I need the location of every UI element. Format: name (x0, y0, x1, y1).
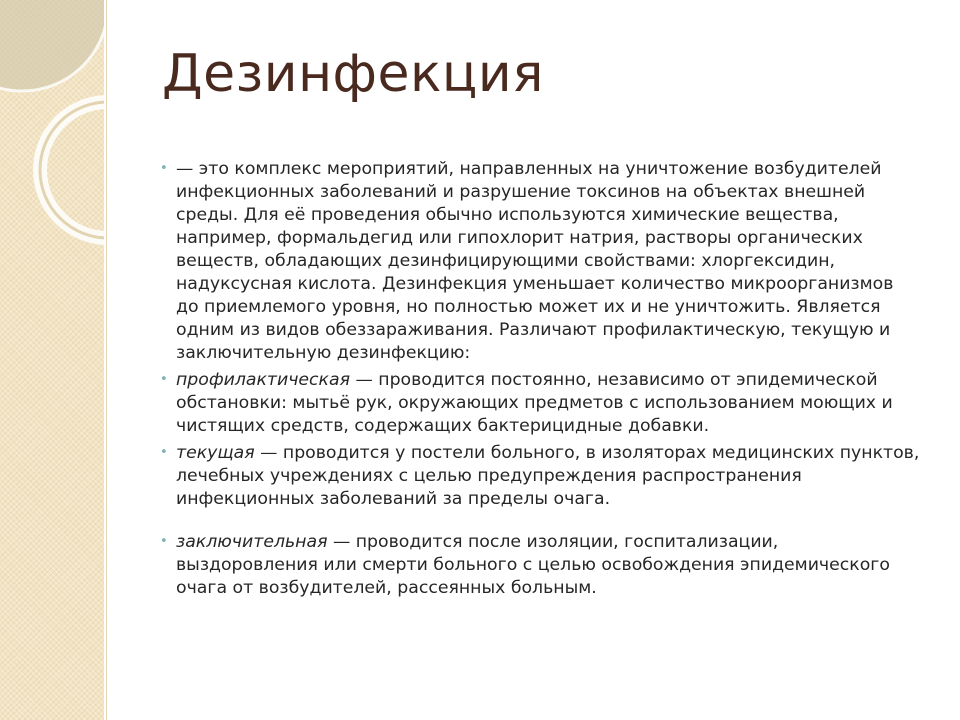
bullet-current (160, 442, 920, 511)
bullet-dot-icon: • (160, 445, 168, 460)
slide-body (160, 158, 920, 604)
bullet-dot-icon: • (160, 161, 168, 176)
bullet-dot-icon: • (160, 534, 168, 549)
side-band-edge-line (106, 0, 107, 720)
bullet-definition (160, 158, 920, 365)
decorative-side-band (0, 0, 104, 720)
bullet-preventive (160, 369, 920, 438)
decorative-circles (0, 0, 104, 720)
bullet-text: — проводится у постели больного, в изоляторах медицинских пунктов, лечебных учреждениях с целью предупреждения распространения инфекционных заболеваний за пределы очага. (176, 443, 920, 509)
bullet-text: — это комплекс мероприятий, направленных на уничтожение возбудителей инфекционных заболеваний и разрушение токсинов на объектах внешней среды. Для её проведения обычно используются химические вещества, например, формальдегид или гипохлорит натрия, растворы органических веществ, обладающих дезинфицирующими свойствами: хлоргексидин, надуксусная кислота. Дезинфекция уменьшает количество микроорганизмов до приемлемого уровня, но полностью может их и не уничтожить. Является одним из видов обеззараживания. Различают профилактическую, текущую и заключительную дезинфекцию: (176, 159, 894, 363)
bullet-text: — проводится постоянно, независимо от эпидемической обстановки: мытьё рук, окружающих предметов с использованием моющих и чистящих средств, содержащих бактерицидные добавки. (176, 370, 893, 436)
slide-title: Дезинфекция (162, 44, 544, 104)
decorative-ring-inner (40, 102, 104, 238)
decorative-ring-outer (40, 102, 104, 238)
decorative-circle-filled (0, 0, 104, 91)
bullet-term: текущая (176, 443, 255, 463)
bullet-dot-icon: • (160, 372, 168, 387)
bullet-term: профилактическая (176, 370, 350, 390)
bullet-final (160, 531, 920, 600)
bullet-text: — проводится после изоляции, госпитализации, выздоровления или смерти больного с целью освобождения эпидемического очага от возбудителей, рассеянных больным. (176, 532, 890, 598)
bullet-term: заключительная (176, 532, 328, 552)
